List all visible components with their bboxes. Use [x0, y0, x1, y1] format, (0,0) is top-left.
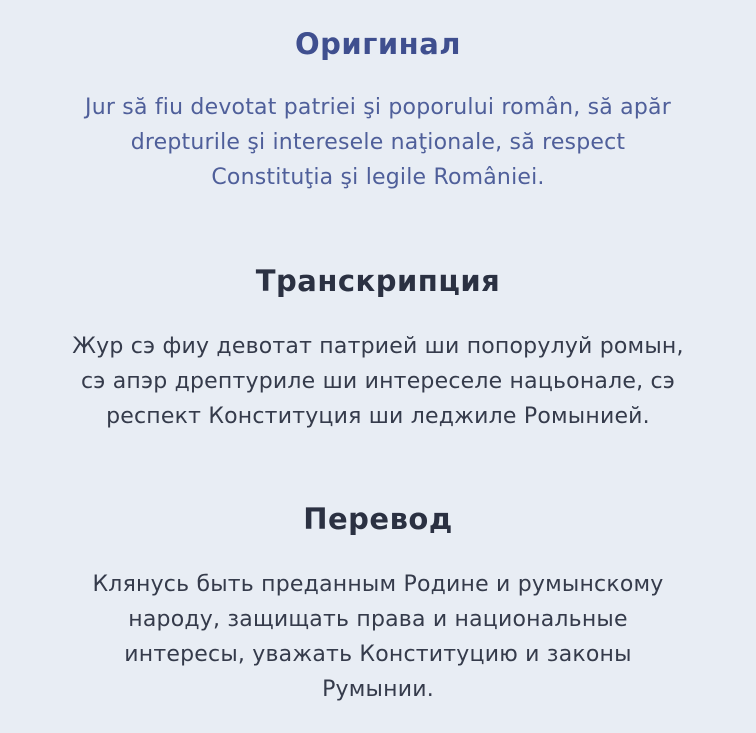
transcription-text-line-2: сэ апэр дрептуриле ши интереселе нацьонале, сэ [80, 369, 676, 394]
original-text-line-1: Jur să fiu devotat patriei şi poporului român, să apăr [85, 95, 671, 120]
translation-text-line-2: народу, защищать права и национальные [128, 607, 628, 632]
transcription-section [0, 263, 756, 434]
original-text [0, 90, 756, 195]
original-section [0, 26, 756, 195]
original-text-line-3: Constituţia şi legile României. [211, 165, 545, 190]
transcription-text-line-1: Жур сэ фиу девотат патрией ши попорулуй ромын, [72, 334, 684, 359]
translation-heading: Перевод [303, 502, 453, 536]
translation-text [0, 567, 756, 707]
translation-text-line-3: интересы, уважать Конституцию и законы [124, 642, 632, 667]
original-text-line-2: drepturile şi interesele naţionale, să respect [130, 130, 626, 155]
translation-text-line-1: Клянусь быть преданным Родине и румынскому [92, 572, 664, 597]
transcription-text-line-3: респект Конституция ши леджиле Ромынией. [106, 404, 650, 429]
original-heading: Оригинал [294, 27, 462, 61]
translation-section [0, 501, 756, 707]
transcription-text [0, 329, 756, 434]
translation-text-line-4: Румынии. [322, 677, 434, 702]
transcription-heading: Транскрипция [255, 264, 501, 298]
